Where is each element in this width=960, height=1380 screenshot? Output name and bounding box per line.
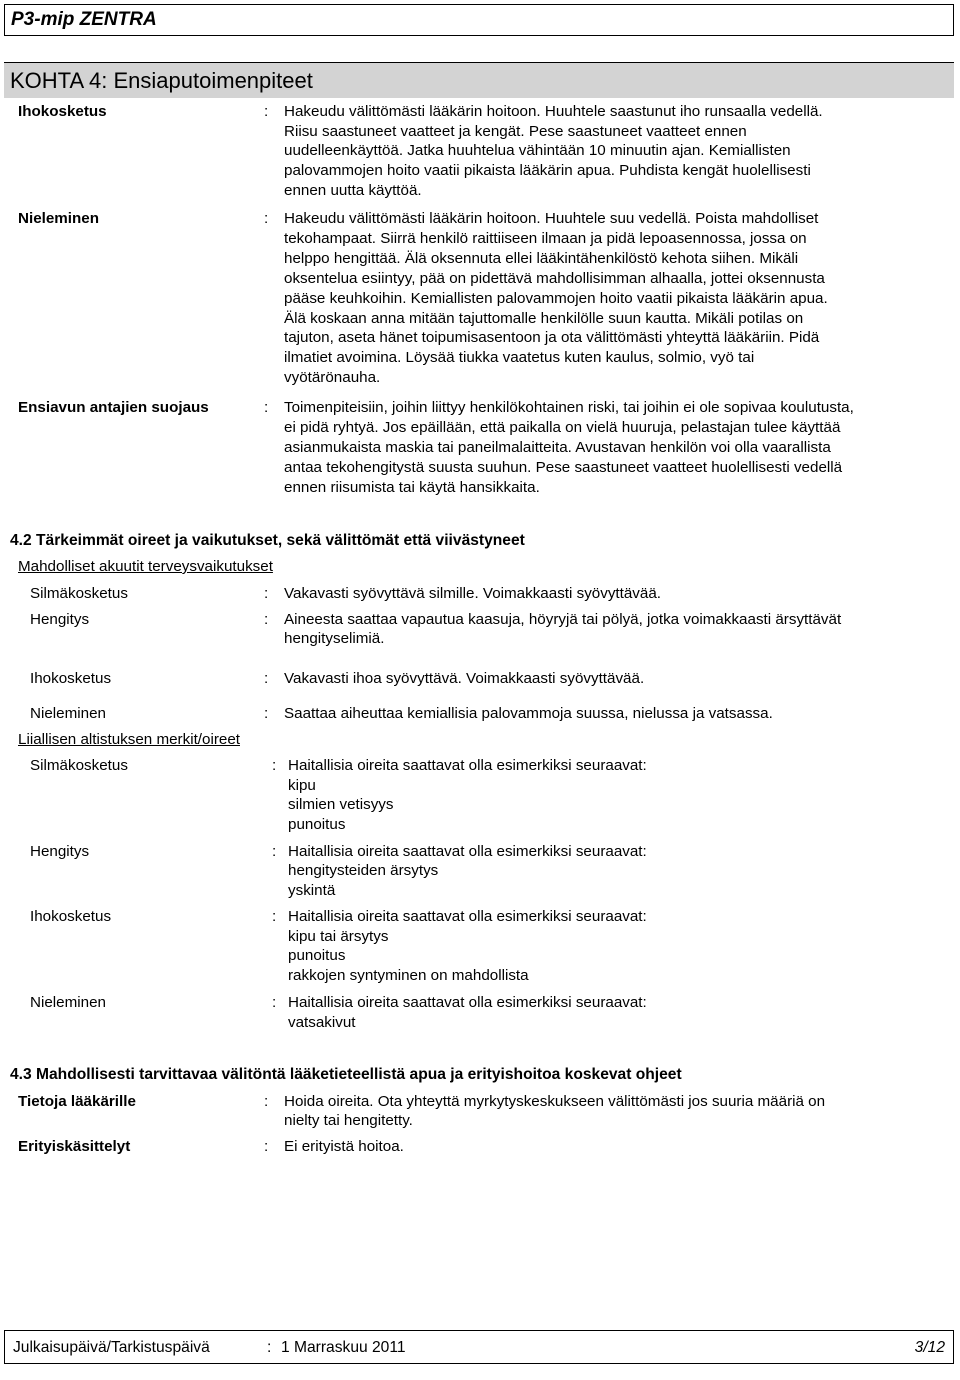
text-line: Hoida oireita. Ota yhteyttä myrkytyskeskukseen välittömästi jos suuria määriä on	[284, 1093, 826, 1110]
document-header	[4, 4, 954, 36]
text-special-treatment: Ei erityistä hoitoa.	[284, 1138, 404, 1155]
colon: :	[264, 670, 269, 687]
colon: :	[264, 1093, 269, 1110]
label-skin-contact: Ihokosketus	[30, 908, 112, 925]
text-line: Aineesta saattaa vapautua kaasuja, höyryjä tai pölyä, jotka voimakkaasti ärsyttävät	[284, 611, 842, 628]
text-line: yskintä	[288, 882, 336, 899]
section-title: KOHTA 4: Ensiaputoimenpiteet	[10, 68, 313, 93]
text-line: ei pidä ryhtyä. Jos epäillään, että paikalla on vielä huuruja, pelastajan tulee käyttää	[284, 419, 841, 436]
label-eye-contact: Silmäkosketus	[30, 757, 128, 774]
label-eye-contact: Silmäkosketus	[30, 585, 128, 602]
text-line: rakkojen syntyminen on mahdollista	[288, 967, 529, 984]
text-line: punoitus	[288, 816, 346, 833]
colon: :	[264, 585, 269, 602]
text-line: antaa tekohengitystä suusta suuhun. Pese saastuneet vaatteet huolellisesti vedellä	[284, 459, 843, 476]
label-first-aider-protection: Ensiavun antajien suojaus	[18, 399, 209, 416]
text-line: helppo hengittää. Älä oksennuta ellei lääkintähenkilöstö kehota siihen. Mikäli	[284, 250, 799, 267]
label-ingestion: Nieleminen	[30, 994, 106, 1011]
label-special-treatment: Erityiskäsittelyt	[18, 1138, 131, 1155]
text-skin-contact: Vakavasti ihoa syövyttävä. Voimakkaasti syövyttävää.	[284, 670, 645, 687]
subsection-title-4-2: 4.2 Tärkeimmät oireet ja vaikutukset, sekä välittömät että viivästyneet	[10, 532, 525, 549]
text-eye-contact: Vakavasti syövyttävä silmille. Voimakkaasti syövyttävää.	[284, 585, 662, 602]
colon: :	[264, 611, 269, 628]
text-line: punoitus	[288, 947, 346, 964]
text-line: Älä koskaan anna mitään tajuttomalle henkilölle suun kautta. Mikäli potilas on	[284, 310, 804, 327]
colon: :	[264, 705, 269, 722]
text-line: ennen uutta käyttöä.	[284, 182, 422, 199]
text-line: palovammojen hoito vaatii pikaista lääkärin apua. Puhdista kengät huolellisesti	[284, 162, 811, 179]
text-line: hengitysteiden ärsytys	[288, 862, 439, 879]
colon: :	[272, 908, 277, 925]
text-line: Haitallisia oireita saattavat olla esimerkiksi seuraavat:	[288, 843, 647, 860]
text-ingestion: Saattaa aiheuttaa kemiallisia palovammoja suussa, nielussa ja vatsassa.	[284, 705, 773, 722]
colon: :	[264, 1138, 269, 1155]
document-footer	[4, 1330, 954, 1364]
heading-overexposure: Liiallisen altistuksen merkit/oireet	[18, 731, 240, 748]
text-line: ilmatiet avoimina. Löysää tiukka vaatetus kuten kaulus, solmio, vyö tai	[284, 349, 755, 366]
text-line: kipu	[288, 777, 316, 794]
colon: :	[272, 994, 277, 1011]
text-line: tajuton, aseta hänet toipumisasentoon ja ota välittömästi yhteyttä lääkäriin. Pidä	[284, 329, 820, 346]
text-line: asianmukaista maskia tai paneilmalaitteita. Avustavan henkilön voi olla vaarallista	[284, 439, 831, 456]
label-skin-contact: Ihokosketus	[18, 103, 107, 120]
label-inhalation: Hengitys	[30, 843, 90, 860]
text-line: Hakeudu välittömästi lääkärin hoitoon. Huuhtele suu vedellä. Poista mahdolliset	[284, 210, 819, 227]
label-ingestion: Nieleminen	[18, 210, 100, 227]
label-inhalation: Hengitys	[30, 611, 90, 628]
text-line: pääse keuhkoihin. Kemiallisten palovammojen hoito vaatii pikaista lääkärin apua.	[284, 290, 828, 307]
text-line: Riisu saastuneet vaatteet ja kengät. Pese saastuneet vaatteet ennen	[284, 123, 747, 140]
colon: :	[272, 757, 277, 774]
colon: :	[264, 103, 269, 120]
text-line: vatsakivut	[288, 1014, 356, 1031]
text-line: hengityselimiä.	[284, 630, 385, 647]
text-line: vyötärönauha.	[284, 369, 381, 386]
colon: :	[264, 210, 269, 227]
page-number: 3/12	[914, 1339, 945, 1356]
text-line: Haitallisia oireita saattavat olla esimerkiksi seuraavat:	[288, 994, 647, 1011]
footer-date: 1 Marraskuu 2011	[281, 1339, 406, 1356]
text-line: Toimenpiteisiin, joihin liittyy henkilökohtainen riski, tai joihin ei ole sopivaa koulutusta,	[284, 399, 854, 416]
label-ingestion: Nieleminen	[30, 705, 106, 722]
colon: :	[264, 399, 269, 416]
subsection-title-4-3: 4.3 Mahdollisesti tarvittavaa välitöntä lääketieteellistä apua ja erityishoitoa koskevat ohjeet	[10, 1066, 682, 1083]
text-line: Haitallisia oireita saattavat olla esimerkiksi seuraavat:	[288, 908, 647, 925]
text-line: oksentelua esiintyy, pää on pidettävä mahdollisimman alhaalla, jottei oksennusta	[284, 270, 825, 287]
footer-date-label: Julkaisupäivä/Tarkistuspäivä	[13, 1339, 210, 1356]
heading-acute-effects: Mahdolliset akuutit terveysvaikutukset	[18, 558, 273, 575]
section-header	[4, 62, 954, 98]
colon: :	[267, 1339, 272, 1356]
text-line: silmien vetisyys	[288, 796, 394, 813]
colon: :	[272, 843, 277, 860]
label-doctor-info: Tietoja lääkärille	[18, 1093, 136, 1110]
text-line: Haitallisia oireita saattavat olla esimerkiksi seuraavat:	[288, 757, 647, 774]
text-line: ennen riisumista tai käytä hansikkaita.	[284, 479, 540, 496]
text-line: nielty tai hengitetty.	[284, 1112, 413, 1129]
product-title: P3-mip ZENTRA	[11, 9, 157, 30]
label-skin-contact: Ihokosketus	[30, 670, 112, 687]
text-line: kipu tai ärsytys	[288, 928, 389, 945]
text-line: tekohampaat. Siirrä henkilö raittiiseen ilmaan ja pidä lepoasennossa, jossa on	[284, 230, 807, 247]
text-line: Hakeudu välittömästi lääkärin hoitoon. Huuhtele saastunut iho runsaalla vedellä.	[284, 103, 823, 120]
text-line: uudelleenkäyttöä. Jatka huuhtelua vähintään 10 minuutin ajan. Kemiallisten	[284, 142, 791, 159]
